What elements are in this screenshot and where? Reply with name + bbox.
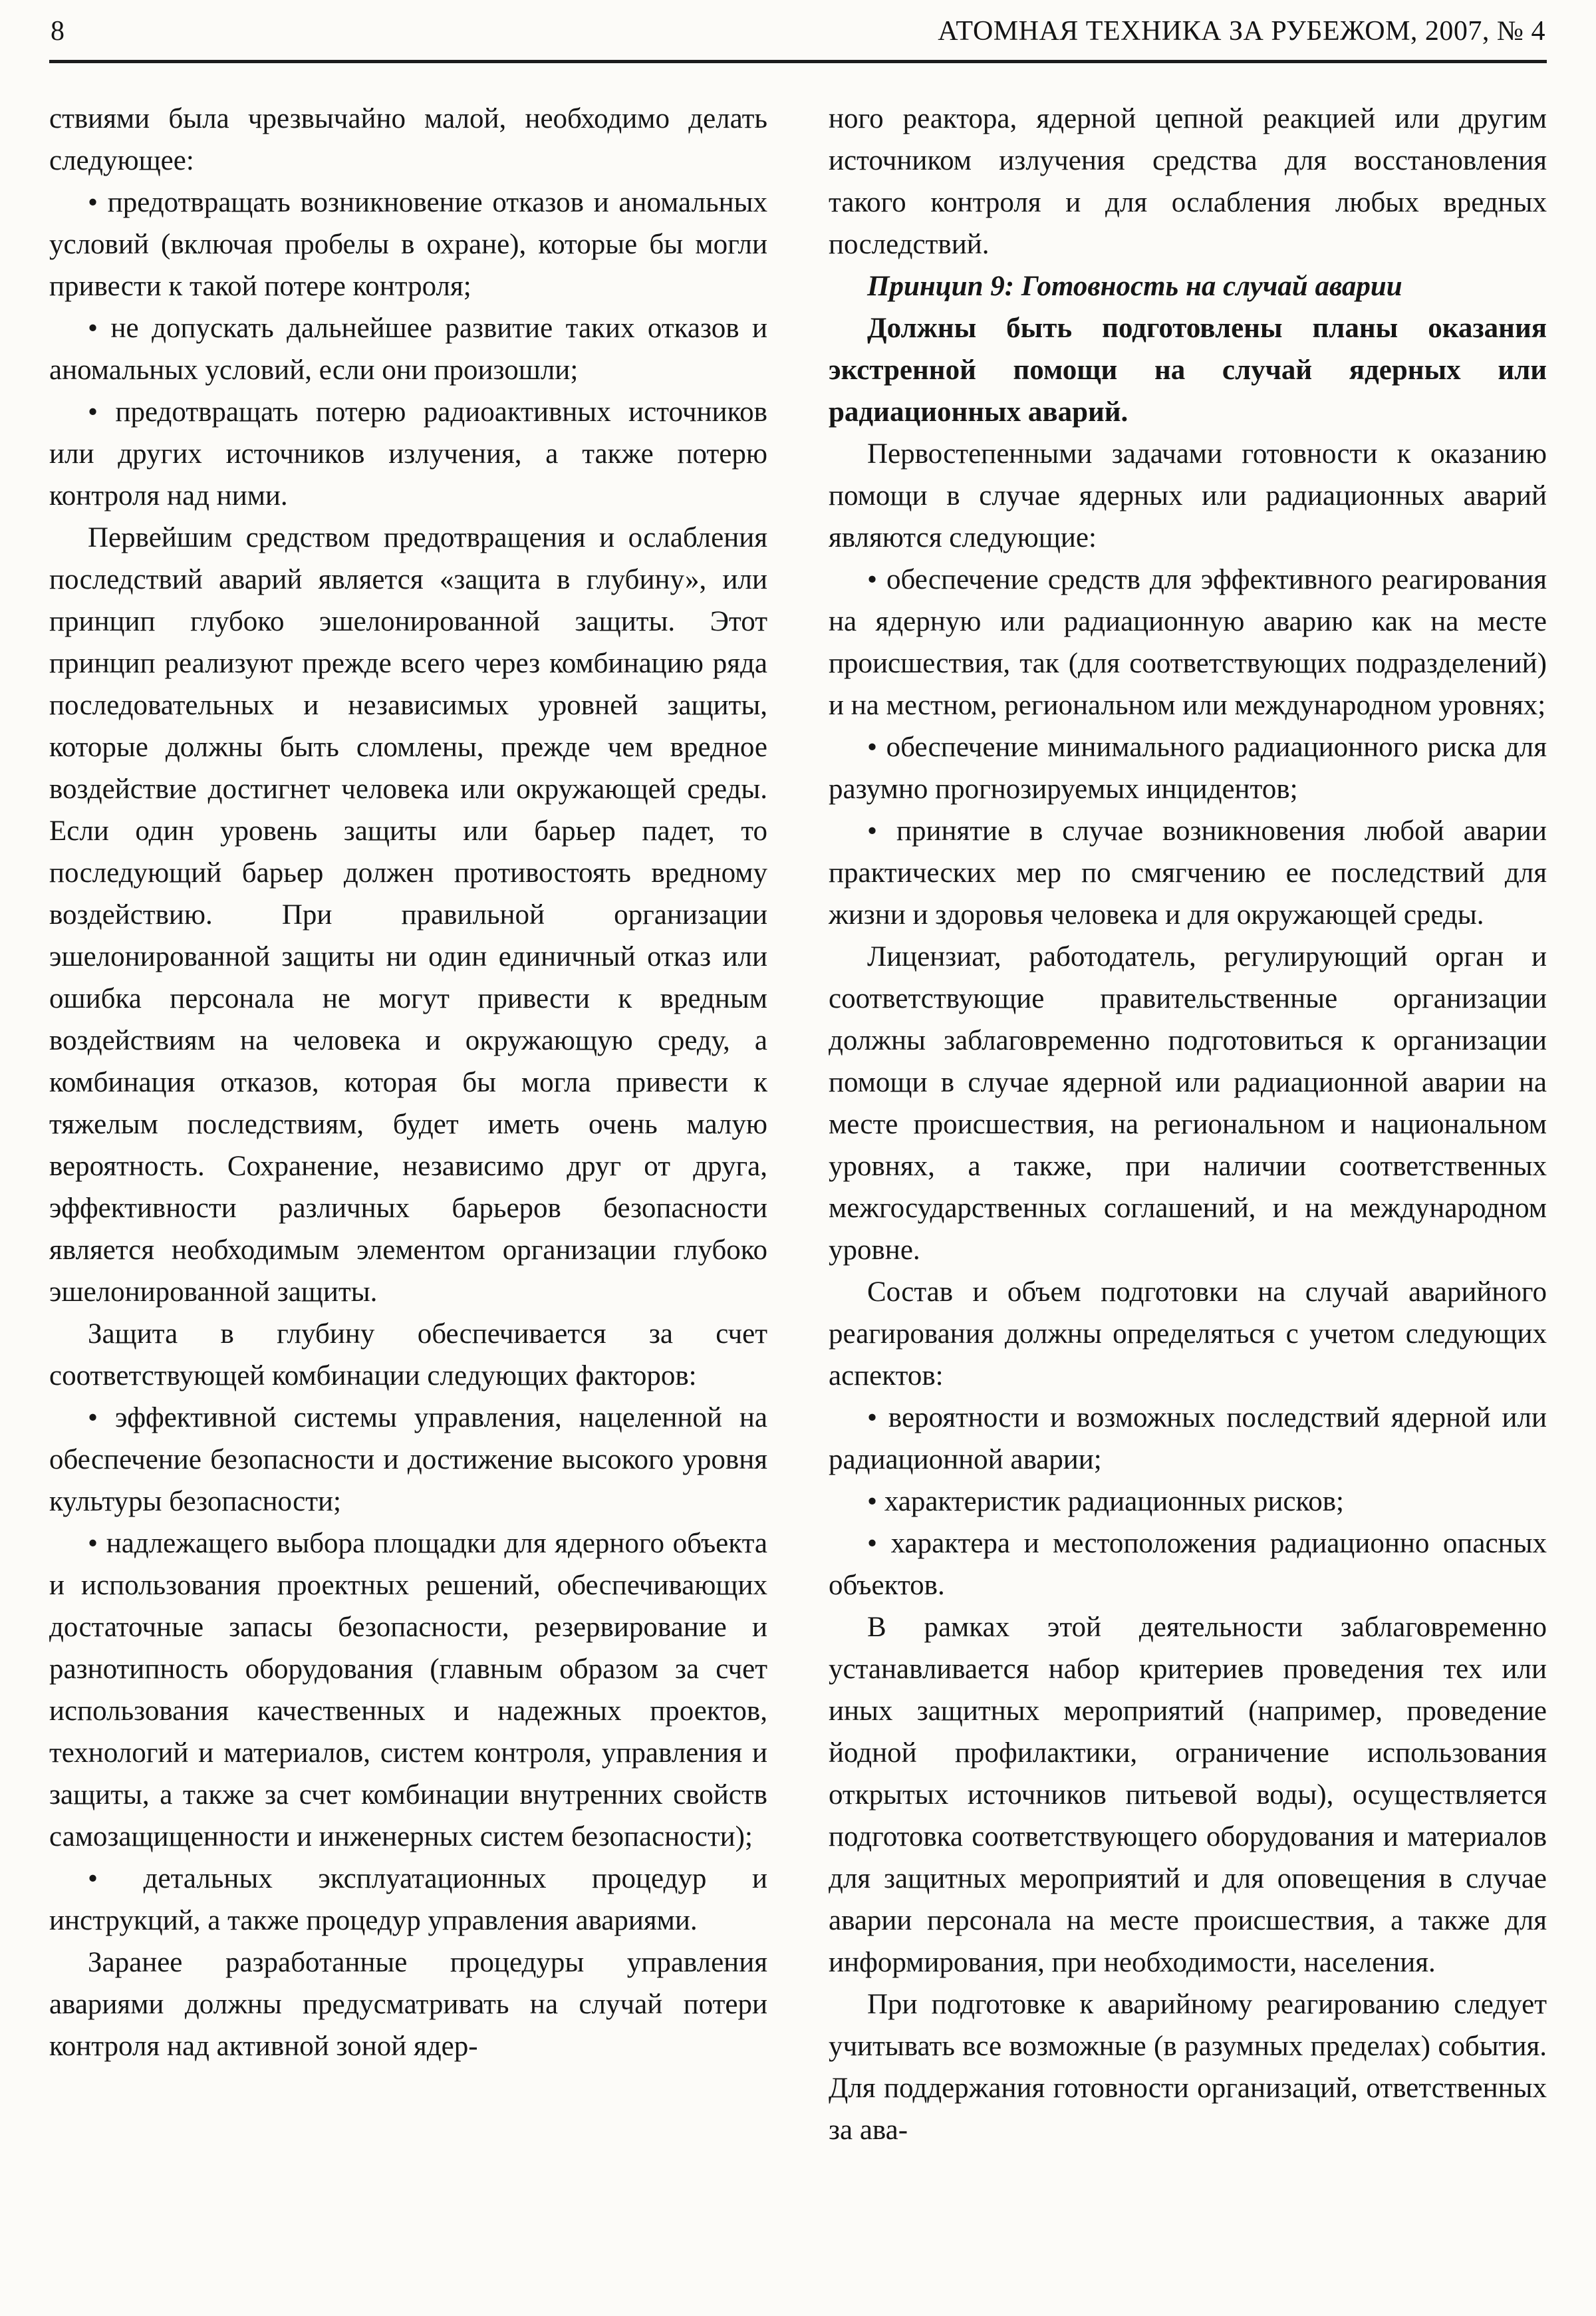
bullet-icon: • (88, 1528, 106, 1560)
bullet-item: • принятие в случае возникновения любой аварии практических мер по смягчению ее последствий для жизни и здоровья человека и для окружающей среды. (829, 815, 1547, 931)
page-header (49, 9, 1547, 59)
article-body (49, 98, 1547, 2151)
paragraph: Заранее разработанные процедуры управления авариями должны предусматривать на случай потери контроля над активной зоной ядер- (49, 1947, 767, 2063)
bullet-icon: • (88, 1402, 116, 1434)
bullet-icon: • (867, 1402, 888, 1434)
bullet-icon: • (867, 1528, 891, 1560)
bullet-icon: • (88, 396, 116, 428)
paragraph: При подготовке к аварийному реагированию следует учитывать все возможные (в разумных пределах) события. Для поддержания готовности организаций, ответственных за ава- (829, 1989, 1547, 2146)
bullet-item: • обеспечение средств для эффективного реагирования на ядерную или радиационную аварию как на месте происшествия, так (для соответствующих подразделений) и на местном, региональном или международном уровнях; (829, 564, 1547, 722)
bullet-icon: • (88, 1863, 144, 1895)
paragraph: Первостепенными задачами готовности к оказанию помощи в случае ядерных или радиационных аварий являются следующие: (829, 438, 1547, 554)
bullet-item: • не допускать дальнейшее развитие таких отказов и аномальных условий, если они произошли; (49, 313, 767, 386)
bullet-icon: • (88, 313, 111, 345)
journal-title: АТОМНАЯ ТЕХНИКА ЗА РУБЕЖОМ, 2007, № 4 (938, 16, 1545, 47)
paragraph: Защита в глубину обеспечивается за счет соответствующей комбинации следующих факторов: (49, 1318, 767, 1392)
bullet-item: • предотвращать возникновение отказов и аномальных условий (включая пробелы в охране), которые бы могли привести к такой потере контроля; (49, 187, 767, 303)
column-right (829, 98, 1547, 2151)
continuation-paragraph: ного реактора, ядерной цепной реакцией или другим источником излучения средства для восстановления такого контроля и для ослабления любых вредных последствий. (829, 103, 1547, 261)
bullet-icon: • (867, 564, 886, 596)
paragraph: Лицензиат, работодатель, регулирующий орган и соответствующие правительственные организации должны заблаговременно подготовиться к организации помощи в случае ядерной или радиационной аварии на месте происшествия, на региональном и национальном уровнях, а также, при наличии соответственных межгосударственных соглашений, и на международном уровне. (829, 941, 1547, 1266)
bullet-icon: • (867, 1486, 884, 1518)
bullet-item: • характеристик радиационных рисков; (867, 1486, 1344, 1518)
bullet-icon: • (88, 187, 108, 219)
bullet-item: • эффективной системы управления, нацеленной на обеспечение безопасности и достижение высокого уровня культуры безопасности; (49, 1402, 767, 1518)
principle-heading: Принцип 9: Готовность на случай аварии (867, 271, 1402, 303)
header-rule (49, 60, 1547, 63)
bullet-item: • обеспечение минимального радиационного риска для разумно прогнозируемых инцидентов; (829, 732, 1547, 805)
bullet-icon: • (867, 815, 896, 847)
page-number: 8 (51, 16, 65, 47)
bullet-item: • предотвращать потерю радиоактивных источников или других источников излучения, а также потерю контроля над ними. (49, 396, 767, 512)
bullet-item: • детальных эксплуатационных процедур и инструкций, а также процедур управления авариями. (49, 1863, 767, 1937)
paragraph: Состав и объем подготовки на случай аварийного реагирования должны определяться с учетом следующих аспектов: (829, 1276, 1547, 1392)
bullet-item: • вероятности и возможных последствий ядерной или радиационной аварии; (829, 1402, 1547, 1476)
paragraph: Первейшим средством предотвращения и ослабления последствий аварий является «защита в глубину», или принцип глубоко эшелонированной защиты. Этот принцип реализуют прежде всего через комбинацию ряда последовательных и независимых уровней защиты, которые должны быть сломлены, прежде чем вредное воздействие достигнет человека или окружающей среды. Если один уровень защиты или барьер падет, то последующий барьер должен противостоять вредному воздействию. При правильной организации эшелонированной защиты ни один единичный отказ или ошибка персонала не могут привести к вредным воздействиям на человека и окружающую среду, а комбинация отказов, которая бы могла привести к тяжелым последствиям, будет иметь очень малую вероятность. Сохранение, независимо друг от друга, эффективности различных барьеров безопасности является необходимым элементом организации глубоко эшелонированной защиты. (49, 522, 767, 1308)
bullet-item: • надлежащего выбора площадки для ядерного объекта и использования проектных решений, обеспечивающих достаточные запасы безопасности, резервирование и разнотипность оборудования (главным образом за счет использования качественных и надежных проектов, технологий и материалов, систем контроля, управления и защиты, а также за счет комбинации внутренних свойств самозащищенности и инженерных систем безопасности); (49, 1528, 767, 1853)
bullet-icon: • (867, 732, 886, 764)
continuation-paragraph: ствиями была чрезвычайно малой, необходимо делать следующее: (49, 103, 767, 177)
paragraph: В рамках этой деятельности заблаговременно устанавливается набор критериев проведения тех или иных защитных мероприятий (например, проведение йодной профилактики, ограничение использования открытых источников питьевой воды), осуществляется подготовка соответствующего оборудования и материалов для защитных мероприятий и для оповещения в случае аварии персонала на месте происшествия, а также для информирования, при необходимости, населения. (829, 1612, 1547, 1979)
principle-statement: Должны быть подготовлены планы оказания экстренной помощи на случай ядерных или радиационных аварий. (829, 313, 1547, 428)
bullet-item: • характера и местоположения радиационно опасных объектов. (829, 1528, 1547, 1602)
column-left (49, 98, 767, 2151)
